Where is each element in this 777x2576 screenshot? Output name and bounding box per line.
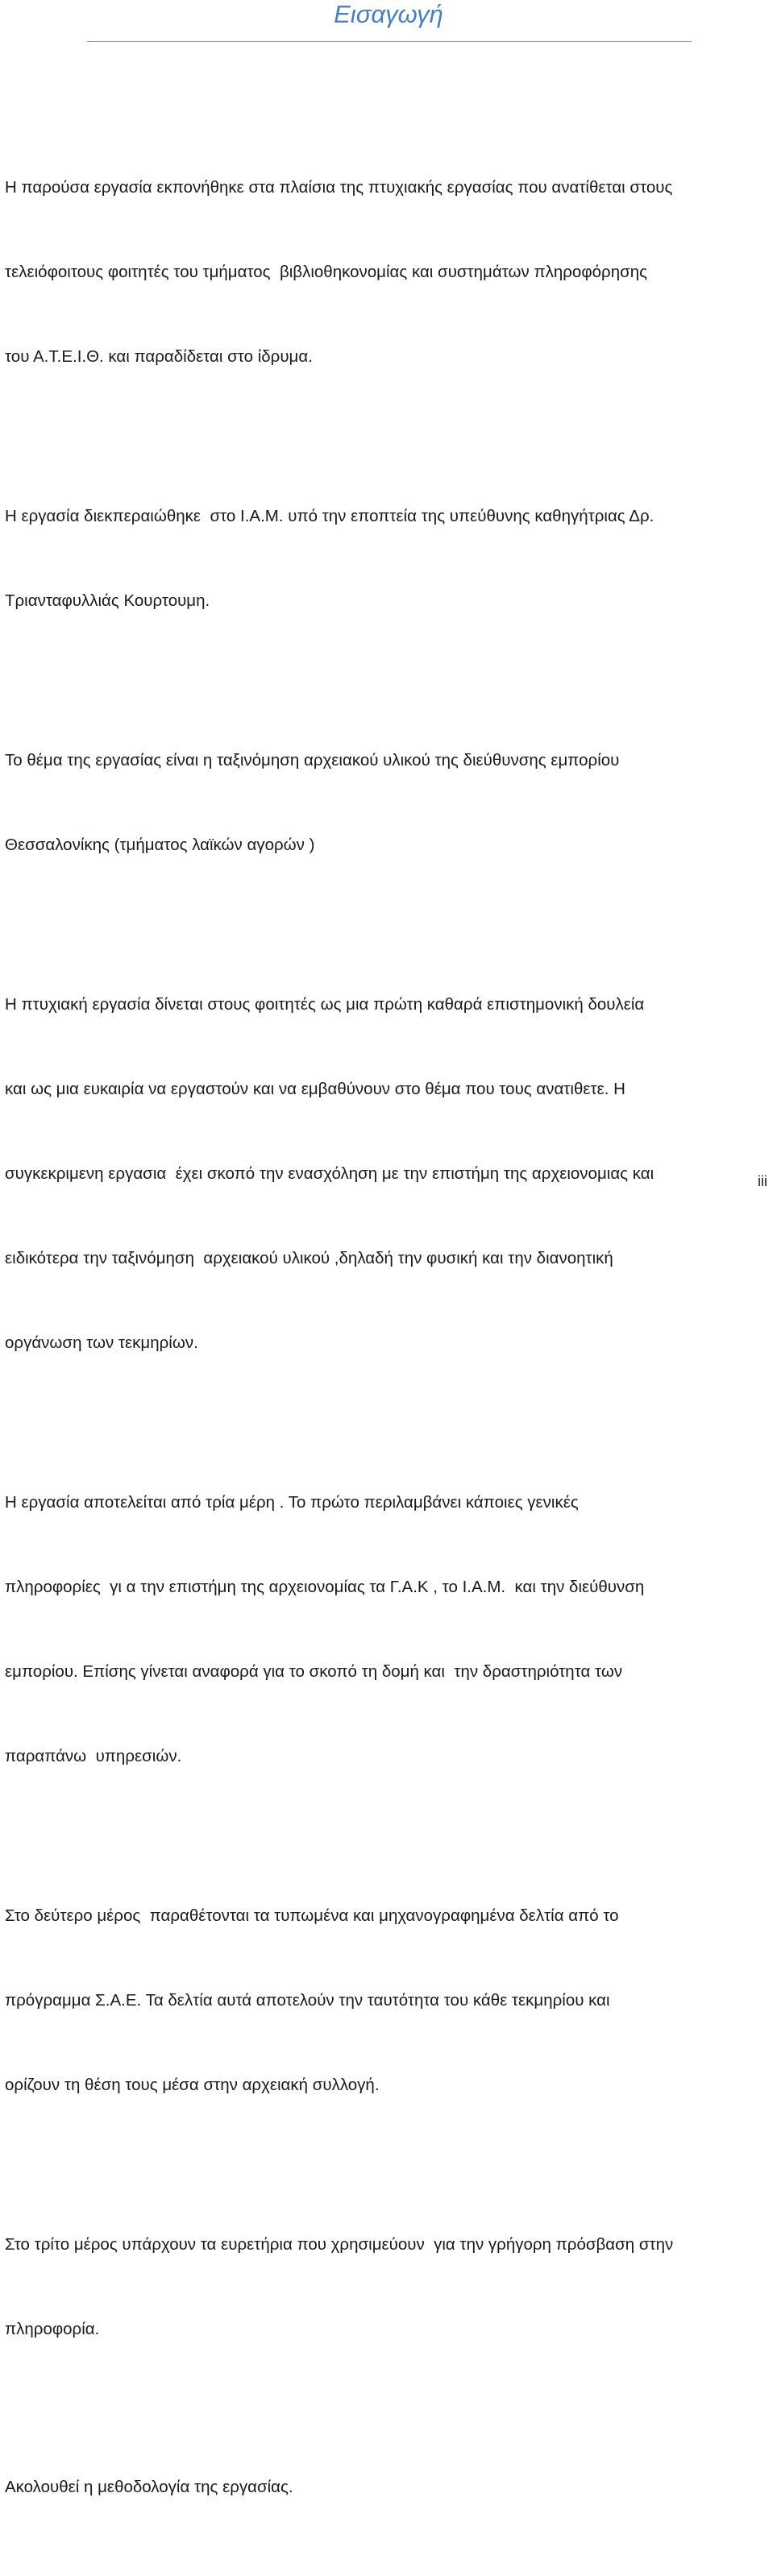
paragraph-closing xyxy=(5,2416,774,2557)
paragraph-purpose xyxy=(5,934,774,1413)
text-line: ορίζουν τη θέση τους μέσα στην αρχειακή συλλογή. xyxy=(5,2076,380,2094)
text-line: οργάνωση των τεκμηρίων. xyxy=(5,1334,198,1352)
text-line: Η πτυχιακή εργασία δίνεται στους φοιτητές ως μια πρώτη καθαρά επιστημονική δουλεία xyxy=(5,995,645,1014)
text-line: Τριανταφυλλιάς Κουρτουμη. xyxy=(5,591,210,610)
text-line: Το θέμα της εργασίας είναι η ταξινόμηση αρχειακού υλικού της διεύθυνσης εμπορίου xyxy=(5,751,620,769)
paragraph-intro xyxy=(5,117,774,427)
text-line: πληροφορία. xyxy=(5,2320,100,2338)
paragraph-part-three xyxy=(5,2174,774,2400)
text-line: τελειόφοιτους φοιτητές του τμήματος βιβλιοθηκονομίας και συστημάτων πληροφόρησης xyxy=(5,263,648,281)
text-line: Στο δεύτερο μέρος παραθέτονται τα τυπωμένα και μηχανογραφημένα δελτία από το xyxy=(5,1906,619,1925)
document-body xyxy=(5,117,774,2576)
page-title: Εισαγωγή xyxy=(334,0,443,28)
text-line: παραπάνω υπηρεσιών. xyxy=(5,1747,182,1765)
title-underline xyxy=(87,41,692,42)
paragraph-supervision xyxy=(5,446,774,671)
text-line: εμπορίου. Επίσης γίνεται αναφορά για το σκοπό τη δομή και την δραστηριότητα των xyxy=(5,1662,623,1681)
text-line: Θεσσαλονίκης (τμήματος λαϊκών αγορών ) xyxy=(5,836,315,854)
text-line: Η εργασία αποτελείται από τρία μέρη . Το πρώτο περιλαμβάνει κάποιες γενικές xyxy=(5,1493,579,1512)
paragraph-part-two xyxy=(5,1845,774,2155)
paragraph-structure xyxy=(5,1432,774,1827)
paragraph-topic xyxy=(5,690,774,915)
text-line: Ακολουθεί η μεθοδολογία της εργασίας. xyxy=(5,2478,293,2496)
text-line: Η παρούσα εργασία εκπονήθηκε στα πλαίσια της πτυχιακής εργασίας που ανατίθεται στους xyxy=(5,178,673,197)
text-line: ειδικότερα την ταξινόμηση αρχειακού υλικού ,δηλαδή την φυσική και την διανοητική xyxy=(5,1249,613,1267)
text-line: και ως μια ευκαιρία να εργαστούν και να εμβαθύνουν στο θέμα που τους ανατιθετε. Η xyxy=(5,1080,625,1098)
text-line: συγκεκριμενη εργασια έχει σκοπό την ενασχόληση με την επιστήμη της αρχειονομιας και xyxy=(5,1164,654,1183)
text-line: Η εργασία διεκπεραιώθηκε στο Ι.Α.Μ. υπό την εποπτεία της υπεύθυνης καθηγήτριας Δρ. xyxy=(5,507,654,525)
text-line: Στο τρίτο μέρος υπάρχουν τα ευρετήρια που χρησιμεύουν για την γρήγορη πρόσβαση στην xyxy=(5,2235,674,2254)
text-line: πρόγραμμα Σ.Α.Ε. Τα δελτία αυτά αποτελούν την ταυτότητα του κάθε τεκμηρίου και xyxy=(5,1991,610,2010)
text-line: του Α.Τ.Ε.Ι.Θ. και παραδίδεται στο ίδρυμα. xyxy=(5,347,313,366)
text-line: πληροφορίες γι α την επιστήμη της αρχειονομίας τα Γ.Α.Κ , το Ι.Α.Μ. και την διεύθυνση xyxy=(5,1578,645,1596)
page-number: iii xyxy=(758,1173,767,1189)
